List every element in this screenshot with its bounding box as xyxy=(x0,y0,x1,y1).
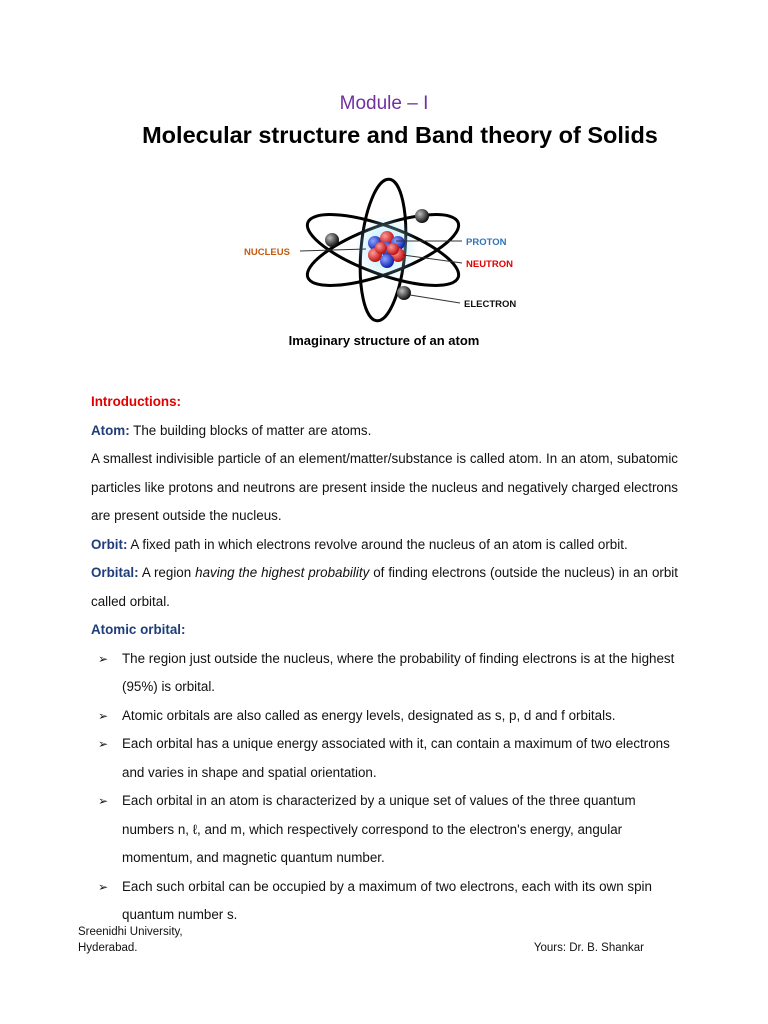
orbital-text-2: of finding electrons (outside the nucleus) in an orbit called orbital. xyxy=(91,565,678,609)
list-item-text: Each such orbital can be occupied by a maximum of two electrons, each with its own spin quantum number s. xyxy=(122,878,652,922)
atom-diagram xyxy=(238,175,538,325)
orbital-definition xyxy=(91,559,678,616)
module-label: Module – I xyxy=(339,93,429,114)
atomic-orbital-heading: Atomic orbital: xyxy=(91,622,186,637)
electron-dot xyxy=(397,286,411,300)
intro-heading: Introductions: xyxy=(91,394,182,409)
list-item xyxy=(91,645,678,702)
document-body xyxy=(91,388,678,930)
electron-dot xyxy=(415,209,429,223)
arrow-bullet-icon: ➢ xyxy=(98,737,109,751)
author-signature: Yours: Dr. B. Shankar xyxy=(533,942,644,954)
page-footer xyxy=(78,925,648,956)
list-item xyxy=(91,702,678,731)
list-item-text: Each orbital in an atom is characterized by a unique set of values of the three quantum numbers n, ℓ, and m, which respectively correspond to the electron's energy, angular momentum, and magnetic quantum number. xyxy=(122,793,636,865)
list-item-text: Atomic orbitals are also called as energy levels, designated as s, p, d and f orbitals. xyxy=(122,707,616,723)
institution-line-2: Hyderabad. xyxy=(78,941,138,954)
list-item xyxy=(91,873,678,930)
proton-label: PROTON xyxy=(466,237,507,248)
orbit-definition xyxy=(91,531,678,560)
figure-caption: Imaginary structure of an atom xyxy=(288,333,480,348)
list-item-text: The region just outside the nucleus, where the probability of finding electrons is at the highest (95%) is orbital. xyxy=(122,650,675,694)
arrow-bullet-icon: ➢ xyxy=(98,651,109,666)
list-item xyxy=(91,787,678,873)
list-item xyxy=(91,730,678,787)
atom-term: Atom: xyxy=(91,422,130,438)
atomic-orbital-list xyxy=(91,645,678,930)
orbit-text: A fixed path in which electrons revolve around the nucleus of an atom is called orbit. xyxy=(127,536,628,552)
atom-text: The building blocks of matter are atoms. xyxy=(129,422,372,438)
arrow-bullet-icon: ➢ xyxy=(98,879,109,894)
neutron-label: NEUTRON xyxy=(466,259,513,270)
atom-definition xyxy=(91,417,678,446)
electron-dot xyxy=(325,233,339,247)
orbital-text-1: A region xyxy=(138,565,196,580)
arrow-bullet-icon: ➢ xyxy=(98,708,109,723)
atom-paragraph: A smallest indivisible particle of an element/matter/substance is called atom. In an atom, subatomic particles like protons and neutrons are present inside the nucleus and negatively charged electrons are present outside the nucleus. xyxy=(91,451,678,523)
orbital-italic: having the highest probability xyxy=(195,565,370,580)
list-item-text: Each orbital has a unique energy associated with it, can contain a maximum of two electrons and varies in shape and spatial orientation. xyxy=(122,736,670,780)
orbit-term: Orbit: xyxy=(91,536,128,552)
orbital-term: Orbital: xyxy=(91,565,139,580)
atom-illustration xyxy=(238,175,538,325)
arrow-bullet-icon: ➢ xyxy=(98,794,109,808)
electron-label: ELECTRON xyxy=(464,299,517,310)
page-title: Molecular structure and Band theory of Solids xyxy=(142,122,658,148)
institution-line-1: Sreenidhi University, xyxy=(78,926,183,938)
nucleus-label: NUCLEUS xyxy=(244,247,290,258)
